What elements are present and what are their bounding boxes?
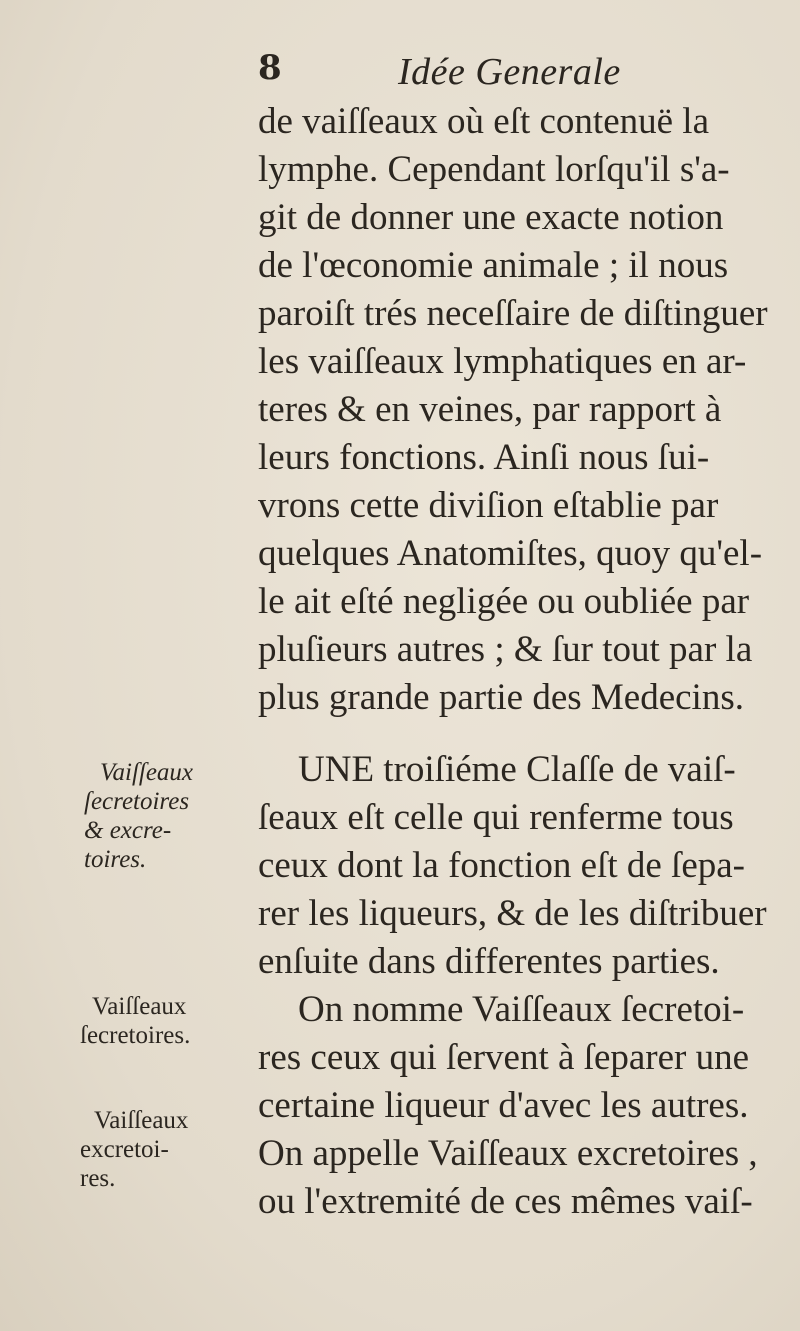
margin-note [84,758,260,874]
text-line: pluſieurs autres ; & ſur tout par la [258,629,753,670]
text-line: git de donner une exacte notion [258,197,724,238]
text-line: quelques Anatomiſtes, quoy qu'el- [258,533,763,574]
text-line: de vaiſſeaux où eſt contenuë la [258,101,710,142]
text-line: ceux dont la fonction eſt de ſepa- [258,845,745,886]
text-line: teres & en veines, par rapport à [258,389,722,430]
paragraph-start-line: On nomme Vaiſſeaux ſecretoi- [298,989,745,1030]
margin-note [80,1106,254,1193]
margin-note-line: & excre- [84,817,172,844]
margin-note-line: Vaiſſeaux [92,993,187,1020]
paragraph-start-line: UNE troiſiéme Claſſe de vaiſ- [298,749,736,790]
running-title: Idée Generale [398,51,621,93]
text-line: de l'œconomie animale ; il nous [258,245,729,286]
text-line: le ait eſté negligée ou oubliée par [258,581,750,622]
margin-note-line: ſecretoires. [80,1022,191,1049]
text-line: rer les liqueurs, & de les diſtribuer [258,893,767,934]
text-line: res ceux qui ſervent à ſeparer une [258,1037,750,1078]
margin-note-line: Vaiſſeaux [100,759,194,786]
margin-note-line: toires. [84,846,147,873]
text-line: certaine liqueur d'avec les autres. [258,1085,749,1126]
text-line: On appelle Vaiſſeaux excretoires , [258,1133,758,1174]
page-header [258,48,778,94]
text-line: lymphe. Cependant lorſqu'il s'a- [258,149,730,190]
margin-note-line: ſecretoires [84,788,190,815]
text-line: enſuite dans differentes parties. [258,941,720,982]
margin-note [80,992,252,1050]
page-number: 8 [258,48,282,88]
text-line: ou l'extremité de ces mêmes vaiſ- [258,1181,753,1222]
text-line: plus grande partie des Medecins. [258,677,744,718]
text-line: ſeaux eſt celle qui renferme tous [258,797,734,838]
margin-note-line: Vaiſſeaux [94,1107,189,1134]
margin-note-line: res. [80,1165,116,1192]
text-line: les vaiſſeaux lymphatiques en ar- [258,341,747,382]
text-line: leurs fonctions. Ainſi nous ſui- [258,437,710,478]
margin-note-line: excretoi- [80,1136,169,1163]
text-line: paroiſt trés neceſſaire de diſtinguer [258,293,768,334]
text-line: vrons cette diviſion eſtablie par [258,485,719,526]
